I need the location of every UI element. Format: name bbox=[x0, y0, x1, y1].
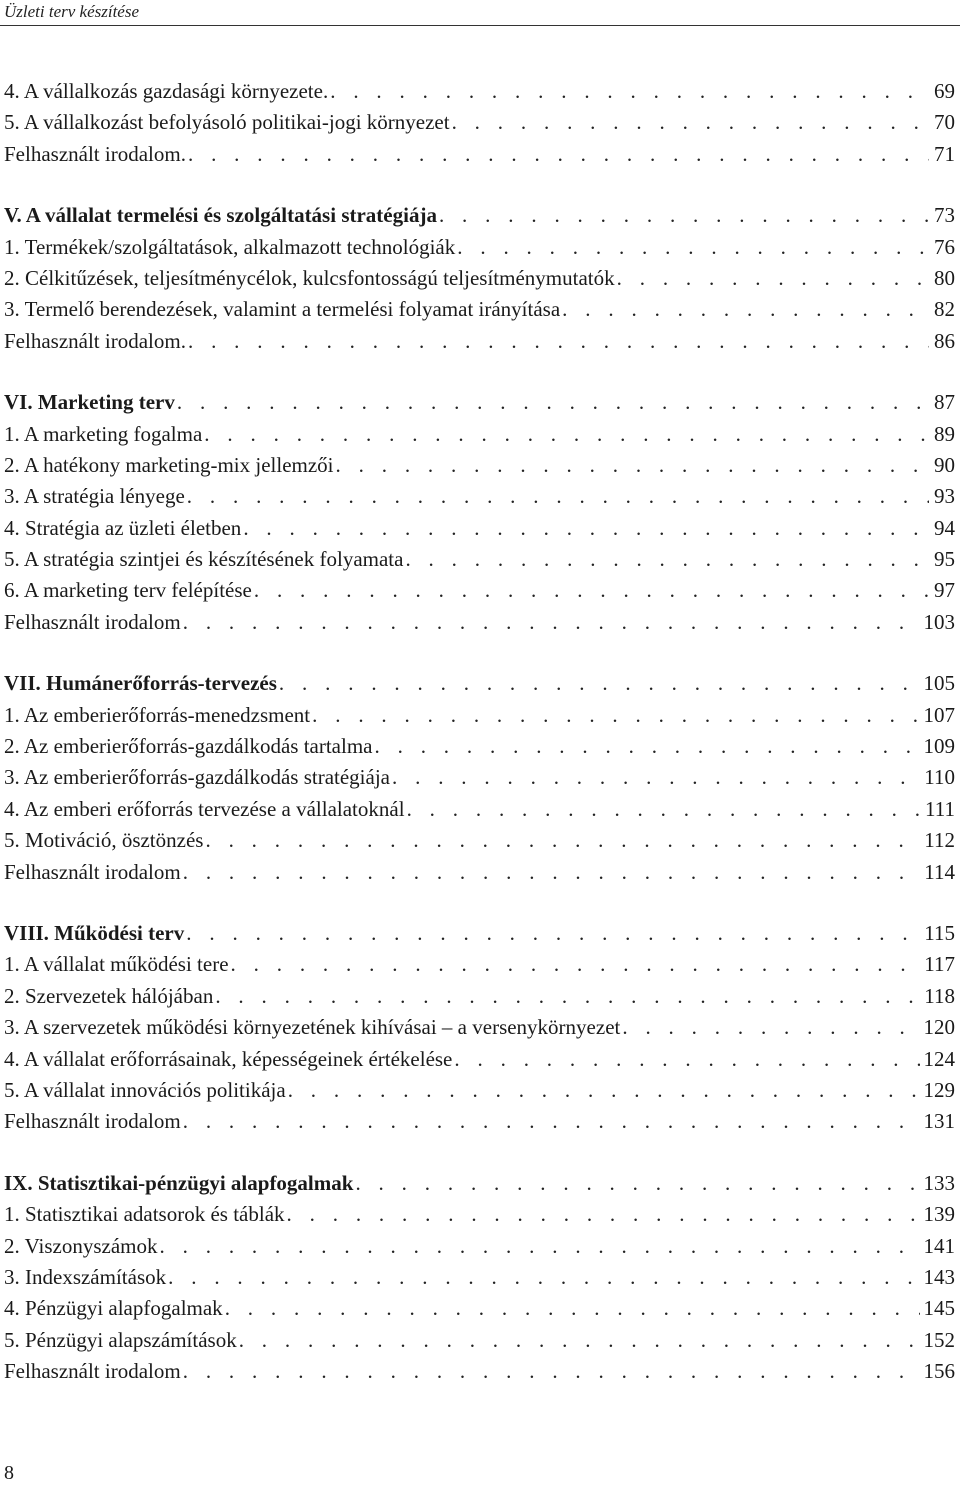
toc-entry[interactable] bbox=[4, 1262, 955, 1293]
toc-page-number: 124 bbox=[923, 1046, 955, 1071]
toc-entry[interactable] bbox=[4, 825, 955, 856]
toc-page-number: 152 bbox=[923, 1327, 955, 1352]
toc-entry[interactable] bbox=[4, 1012, 955, 1043]
dot-leader bbox=[239, 1325, 920, 1356]
toc-entry[interactable] bbox=[4, 294, 955, 325]
toc-page-number: 145 bbox=[923, 1296, 955, 1321]
toc-entry-title: 5. A vállalat innovációs politikája bbox=[4, 1077, 286, 1102]
toc-entry-title: 5. A stratégia szintjei és készítésének folyamata bbox=[4, 547, 404, 572]
toc-section bbox=[4, 918, 955, 1138]
toc-page-number: 120 bbox=[923, 1015, 955, 1040]
dot-leader bbox=[215, 981, 920, 1012]
dot-leader bbox=[336, 450, 929, 481]
dot-leader bbox=[622, 1012, 919, 1043]
toc-entry-title: 3. A stratégia lényege bbox=[4, 484, 185, 509]
toc-entry-title: 5. Motiváció, ösztönzés bbox=[4, 828, 204, 853]
dot-leader bbox=[617, 263, 929, 294]
toc-entry-title: 1. Termékek/szolgáltatások, alkalmazott technológiák bbox=[4, 234, 456, 259]
toc-entry[interactable] bbox=[4, 76, 955, 107]
toc-entry-title: 1. A vállalat működési tere bbox=[4, 952, 229, 977]
dot-leader bbox=[375, 731, 920, 762]
toc-page-number: 114 bbox=[924, 859, 955, 884]
toc-entry[interactable] bbox=[4, 700, 955, 731]
toc-page-number: 111 bbox=[925, 796, 955, 821]
toc-page-number: 70 bbox=[934, 110, 955, 135]
dot-leader bbox=[454, 1044, 919, 1075]
toc-page-number: 76 bbox=[934, 234, 955, 259]
toc-entry-title: VI. Marketing terv bbox=[4, 390, 175, 415]
toc-entry[interactable] bbox=[4, 1231, 955, 1262]
toc-entry[interactable] bbox=[4, 1199, 955, 1230]
toc-entry-title: 4. Az emberi erőforrás tervezése a vállalatoknál bbox=[4, 796, 405, 821]
toc-entry[interactable] bbox=[4, 949, 955, 980]
toc-entry[interactable] bbox=[4, 1075, 955, 1106]
toc-chapter-heading[interactable] bbox=[4, 200, 955, 231]
toc-page-number: 90 bbox=[934, 452, 955, 477]
dot-leader bbox=[205, 825, 920, 856]
dot-leader bbox=[405, 544, 929, 575]
toc-page-number: 143 bbox=[923, 1264, 955, 1289]
toc-entry-title: 1. A marketing fogalma bbox=[4, 421, 203, 446]
toc-entry-title: 2. Az emberierőforrás-gazdálkodás tartalma bbox=[4, 734, 373, 759]
toc-entry[interactable] bbox=[4, 419, 955, 450]
toc-entry-title: VII. Humánerőforrás-tervezés bbox=[4, 671, 277, 696]
dot-leader bbox=[330, 76, 929, 107]
toc-entry[interactable] bbox=[4, 794, 955, 825]
toc-page-number: 103 bbox=[923, 609, 955, 634]
dot-leader bbox=[287, 1199, 920, 1230]
dot-leader bbox=[188, 326, 929, 357]
toc-entry[interactable] bbox=[4, 607, 955, 638]
toc-entry-title: Felhasznált irodalom bbox=[4, 1359, 181, 1384]
dot-leader bbox=[243, 513, 929, 544]
toc-entry-title: 1. Az emberierőforrás-menedzsment bbox=[4, 702, 311, 727]
dot-leader bbox=[183, 857, 921, 888]
toc-entry[interactable] bbox=[4, 481, 955, 512]
dot-leader bbox=[231, 949, 921, 980]
dot-leader bbox=[392, 762, 920, 793]
toc-entry-title: 1. Statisztikai adatsorok és táblák bbox=[4, 1202, 285, 1227]
toc-entry-title: Felhasznált irodalom bbox=[4, 859, 181, 884]
toc-page-number: 82 bbox=[934, 297, 955, 322]
toc-page-number: 115 bbox=[924, 920, 955, 945]
dot-leader bbox=[439, 200, 929, 231]
toc-page-number: 156 bbox=[923, 1359, 955, 1384]
toc-page-number: 139 bbox=[923, 1202, 955, 1227]
toc-entry-title: 3. Termelő berendezések, valamint a termelési folyamat irányítása bbox=[4, 297, 561, 322]
toc-section bbox=[4, 1168, 955, 1388]
dot-leader bbox=[225, 1293, 920, 1324]
toc-entry-title: 5. Pénzügyi alapszámítások bbox=[4, 1327, 237, 1352]
page-number: 8 bbox=[4, 1462, 14, 1484]
toc-section bbox=[4, 668, 955, 888]
toc-page-number: 71 bbox=[934, 141, 955, 166]
table-of-contents bbox=[4, 76, 955, 1417]
toc-page-number: 97 bbox=[934, 578, 955, 603]
toc-section bbox=[4, 387, 955, 638]
toc-entry[interactable] bbox=[4, 232, 955, 263]
header-rule bbox=[0, 25, 960, 26]
toc-page-number: 118 bbox=[924, 983, 955, 1008]
dot-leader bbox=[183, 1106, 920, 1137]
toc-page-number: 112 bbox=[924, 828, 955, 853]
toc-page-number: 87 bbox=[934, 390, 955, 415]
dot-leader bbox=[254, 575, 929, 606]
toc-page-number: 141 bbox=[923, 1233, 955, 1258]
toc-page-number: 133 bbox=[923, 1170, 955, 1195]
toc-chapter-heading[interactable] bbox=[4, 1168, 955, 1199]
toc-entry-title: 2. Szervezetek hálójában bbox=[4, 983, 214, 1008]
toc-entry-title: 5. A vállalkozást befolyásoló politikai-jogi környezet bbox=[4, 110, 450, 135]
toc-chapter-heading[interactable] bbox=[4, 387, 955, 418]
dot-leader bbox=[279, 668, 920, 699]
toc-entry-title: 3. A szervezetek működési környezetének kihívásai – a versenykörnyezet bbox=[4, 1015, 621, 1040]
toc-entry[interactable] bbox=[4, 107, 955, 138]
toc-entry-title: 3. Indexszámítások bbox=[4, 1264, 167, 1289]
toc-page-number: 86 bbox=[934, 328, 955, 353]
dot-leader bbox=[288, 1075, 920, 1106]
dot-leader bbox=[177, 387, 929, 418]
toc-entry-title: 3. Az emberierőforrás-gazdálkodás stratégiája bbox=[4, 765, 390, 790]
dot-leader bbox=[187, 481, 929, 512]
toc-page-number: 131 bbox=[923, 1109, 955, 1134]
toc-entry-title: 2. A hatékony marketing-mix jellemzői bbox=[4, 452, 334, 477]
dot-leader bbox=[452, 107, 929, 138]
dot-leader bbox=[204, 419, 929, 450]
toc-entry-title: 2. Viszonyszámok bbox=[4, 1233, 158, 1258]
toc-page-number: 94 bbox=[934, 515, 955, 540]
toc-entry-title: Felhasznált irodalom. bbox=[4, 141, 186, 166]
toc-entry-title: 4. Pénzügyi alapfogalmak bbox=[4, 1296, 223, 1321]
dot-leader bbox=[183, 1356, 920, 1387]
toc-entry-title: IX. Statisztikai-pénzügyi alapfogalmak bbox=[4, 1170, 354, 1195]
toc-entry[interactable] bbox=[4, 762, 955, 793]
toc-page-number: 110 bbox=[924, 765, 955, 790]
toc-entry[interactable] bbox=[4, 1044, 955, 1075]
toc-chapter-heading[interactable] bbox=[4, 918, 955, 949]
toc-section bbox=[4, 200, 955, 357]
toc-entry[interactable] bbox=[4, 857, 955, 888]
toc-page-number: 109 bbox=[923, 734, 955, 759]
toc-entry[interactable] bbox=[4, 575, 955, 606]
toc-chapter-heading[interactable] bbox=[4, 668, 955, 699]
toc-page-number: 105 bbox=[923, 671, 955, 696]
toc-entry[interactable] bbox=[4, 139, 955, 170]
toc-page-number: 89 bbox=[934, 421, 955, 446]
toc-entry[interactable] bbox=[4, 1356, 955, 1387]
toc-entry-title: 6. A marketing terv felépítése bbox=[4, 578, 252, 603]
toc-page-number: 117 bbox=[924, 952, 955, 977]
dot-leader bbox=[186, 918, 920, 949]
toc-entry-title: Felhasznált irodalom. bbox=[4, 328, 186, 353]
dot-leader bbox=[183, 607, 920, 638]
toc-page-number: 107 bbox=[923, 702, 955, 727]
toc-entry[interactable] bbox=[4, 981, 955, 1012]
toc-entry[interactable] bbox=[4, 731, 955, 762]
toc-entry-title: VIII. Működési terv bbox=[4, 920, 185, 945]
toc-entry[interactable] bbox=[4, 1106, 955, 1137]
toc-page-number: 93 bbox=[934, 484, 955, 509]
toc-entry-title: Felhasznált irodalom bbox=[4, 609, 181, 634]
dot-leader bbox=[168, 1262, 919, 1293]
toc-page-number: 69 bbox=[934, 79, 955, 103]
dot-leader bbox=[160, 1231, 920, 1262]
toc-page-number: 95 bbox=[934, 547, 955, 572]
toc-entry[interactable] bbox=[4, 450, 955, 481]
dot-leader bbox=[355, 1168, 919, 1199]
toc-page-number: 73 bbox=[934, 203, 955, 228]
toc-page-number: 80 bbox=[934, 265, 955, 290]
toc-entry[interactable] bbox=[4, 544, 955, 575]
dot-leader bbox=[312, 700, 919, 731]
toc-entry[interactable] bbox=[4, 1325, 955, 1356]
toc-entry-title: 2. Célkitűzések, teljesítménycélok, kulcsfontosságú teljesítménymutatók bbox=[4, 265, 615, 290]
dot-leader bbox=[562, 294, 929, 325]
toc-entry-title: V. A vállalat termelési és szolgáltatási stratégiája bbox=[4, 203, 437, 228]
toc-entry[interactable] bbox=[4, 513, 955, 544]
toc-page-number: 129 bbox=[923, 1077, 955, 1102]
toc-entry[interactable] bbox=[4, 263, 955, 294]
dot-leader bbox=[457, 232, 929, 263]
toc-entry-title: 4. Stratégia az üzleti életben bbox=[4, 515, 242, 540]
toc-entry-title: Felhasznált irodalom bbox=[4, 1109, 181, 1134]
toc-entry-title: 4. A vállalat erőforrásainak, képességeinek értékelése bbox=[4, 1046, 453, 1071]
toc-entry[interactable] bbox=[4, 326, 955, 357]
dot-leader bbox=[407, 794, 921, 825]
toc-entry-title: 4. A vállalkozás gazdasági környezete. bbox=[4, 79, 329, 103]
toc-section bbox=[4, 76, 955, 170]
toc-entry[interactable] bbox=[4, 1293, 955, 1324]
running-head: Üzleti terv készítése bbox=[4, 2, 140, 21]
dot-leader bbox=[188, 139, 929, 170]
